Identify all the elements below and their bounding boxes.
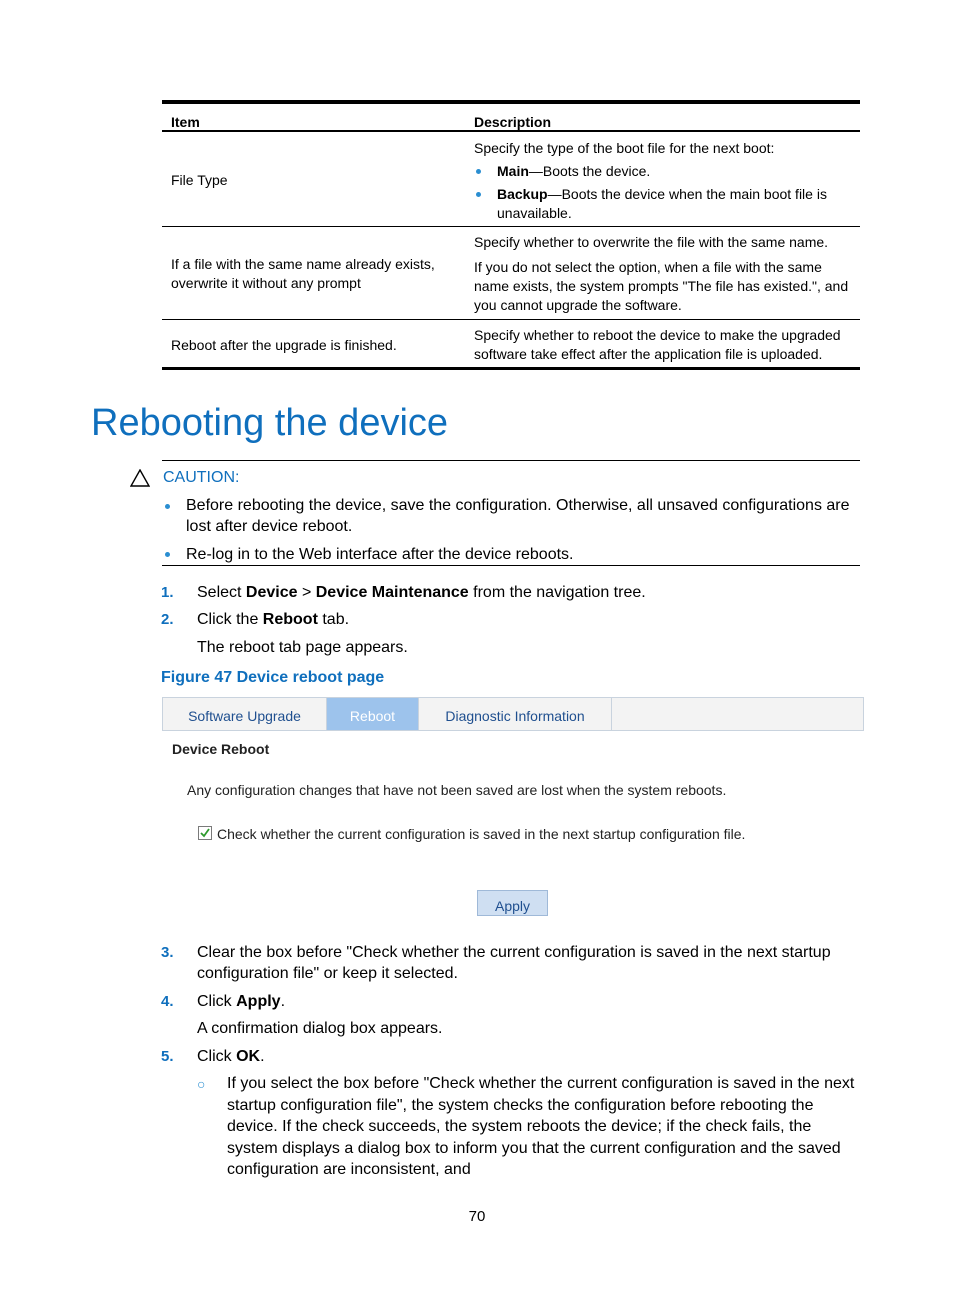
table-row	[162, 320, 860, 370]
step-text-part: Click	[197, 1048, 237, 1065]
reboot-note: Any configuration changes that have not been saved are lost when the system reboots.	[187, 782, 727, 798]
save-config-checkbox[interactable]	[198, 826, 212, 840]
tab-diagnostic-information[interactable]: Diagnostic Information	[419, 698, 612, 730]
row-description	[474, 139, 854, 223]
header-description: Description	[474, 114, 552, 130]
desc-paragraph: Specify whether to overwrite the file with the same name.	[474, 234, 829, 250]
table-row	[162, 227, 860, 320]
warning-icon	[130, 469, 150, 487]
row-item: Reboot after the upgrade is finished.	[171, 337, 397, 353]
step-bold: Device	[245, 584, 298, 601]
step-number: 4.	[161, 993, 174, 1010]
tab-reboot[interactable]: Reboot	[327, 698, 419, 730]
term: Main	[497, 163, 529, 179]
row-item: File Type	[171, 172, 228, 188]
step-bold: Device Maintenance	[315, 584, 469, 601]
device-reboot-title: Device Reboot	[172, 741, 270, 757]
step-text-part: Click the	[197, 611, 263, 628]
step-text-part: tab.	[317, 611, 350, 628]
step-number: 5.	[161, 1048, 174, 1065]
step-text-part: Select	[197, 584, 246, 601]
desc-intro: Specify the type of the boot file for the next boot:	[474, 140, 775, 156]
table-row	[162, 132, 860, 227]
step-bold: Reboot	[262, 611, 318, 628]
apply-button[interactable]: Apply	[477, 890, 548, 916]
row-description: Specify whether to reboot the device to make the upgraded software take effect after the application file is uploaded.	[474, 327, 841, 362]
list-item	[474, 185, 854, 223]
caution-item: Before rebooting the device, save the configuration. Otherwise, all unsaved configurations are lost after device reboot.	[186, 497, 850, 535]
bullet-icon	[165, 552, 170, 557]
tab-software-upgrade[interactable]: Software Upgrade	[163, 698, 327, 730]
save-config-checkbox-label: Check whether the current configuration is saved in the next startup configuration file.	[217, 826, 746, 842]
term-text: —Boots the device.	[528, 163, 651, 179]
step-text-part: .	[280, 993, 286, 1010]
step-result: The reboot tab page appears.	[197, 639, 408, 656]
page-number: 70	[468, 1208, 486, 1225]
step-result: A confirmation dialog box appears.	[197, 1020, 443, 1037]
tab-bar	[162, 697, 864, 731]
step-text-part: Click	[197, 993, 237, 1010]
sub-step-text: If you select the box before "Check whether the current configuration is saved in the next startup configuration file", the system checks the configuration before rebooting the device. If the check succeeds, the system reboots the device; if the check fails, the system displays a dialog box to inform you that the current configuration and the saved configuration are inconsistent, and	[227, 1075, 855, 1178]
bullet-icon	[165, 504, 170, 509]
section-heading: Rebooting the device	[91, 402, 449, 444]
caution-item: Re-log in to the Web interface after the device reboots.	[186, 546, 574, 563]
row-description	[474, 233, 854, 315]
table-header	[162, 104, 860, 132]
term-text: —Boots the device when the main boot file is unavailable.	[497, 186, 827, 221]
caution-bottom-rule	[162, 565, 860, 566]
step-text: Clear the box before "Check whether the current configuration is saved in the next startup configuration file" or keep it selected.	[197, 944, 831, 982]
step-text-part: from the navigation tree.	[468, 584, 646, 601]
step-number: 1.	[161, 584, 174, 601]
figure-caption: Figure 47 Device reboot page	[161, 669, 385, 686]
step-text	[197, 609, 862, 630]
caution-label: CAUTION:	[163, 469, 240, 486]
step-bold: OK	[236, 1048, 261, 1065]
desc-paragraph: If you do not select the option, when a file with the same name exists, the system prompts "The file has existed.", and you cannot upgrade the software.	[474, 259, 849, 313]
header-item: Item	[171, 114, 200, 130]
step-bold: Apply	[236, 993, 281, 1010]
row-item: If a file with the same name already exists, overwrite it without any prompt	[171, 256, 435, 291]
step-text	[197, 1046, 862, 1067]
list-item	[474, 162, 854, 181]
step-text-part: >	[297, 584, 316, 601]
step-number: 2.	[161, 611, 174, 628]
step-text-part: .	[260, 1048, 265, 1065]
bullet-icon	[476, 192, 481, 197]
bullet-icon	[476, 169, 481, 174]
circle-bullet-icon: ○	[197, 1076, 206, 1092]
caution-top-rule	[162, 460, 860, 461]
checkmark-icon	[199, 827, 211, 839]
step-text	[197, 582, 862, 603]
term: Backup	[497, 186, 548, 202]
parameter-table	[162, 100, 860, 370]
step-number: 3.	[161, 944, 174, 961]
step-text	[197, 991, 862, 1012]
